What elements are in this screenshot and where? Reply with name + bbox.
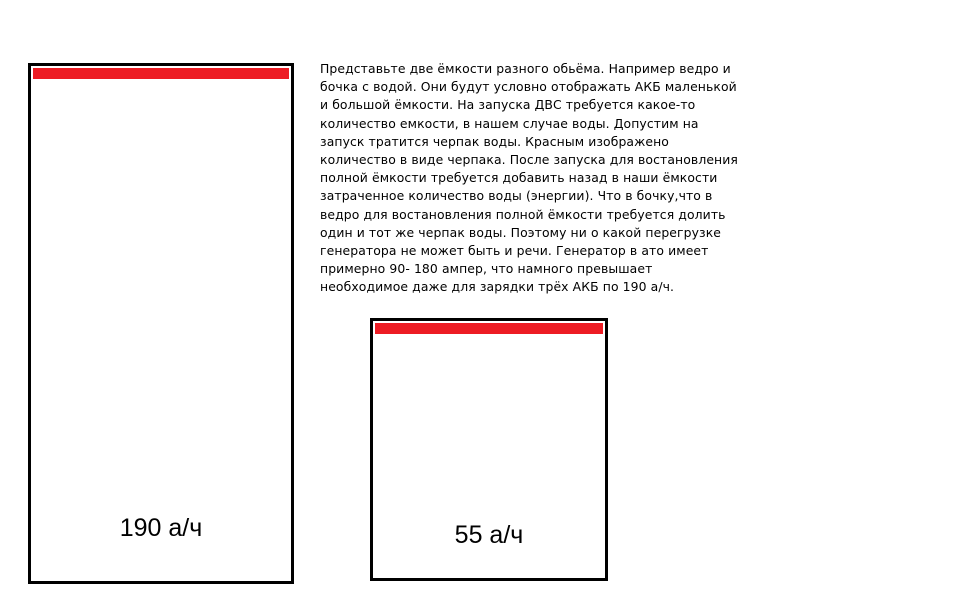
explanation-line: генератора не может быть и речи. Генератор в ато имеет bbox=[320, 243, 709, 259]
explanation-line: примерно 90- 180 ампер, что намного превышает bbox=[320, 261, 653, 277]
large-container-capacity-label: 190 а/ч bbox=[119, 514, 203, 542]
explanation-line: Представьте две ёмкости разного обьёма. Например ведро и bbox=[320, 61, 731, 76]
large-battery-container bbox=[28, 63, 294, 584]
explanation-line: ведро для востановления полной ёмкости требуется долить bbox=[320, 206, 726, 222]
explanation-text bbox=[320, 60, 760, 297]
small-container-capacity-label: 55 а/ч bbox=[454, 521, 524, 549]
explanation-line: один и тот же черпак воды. Поэтому ни о какой перегрузке bbox=[320, 224, 722, 240]
small-battery-container bbox=[370, 318, 608, 581]
explanation-line: необходимое даже для зарядки трёх АКБ по 190 а/ч. bbox=[320, 279, 675, 295]
large-container-scoop-band bbox=[33, 68, 289, 79]
small-container-scoop-band bbox=[375, 323, 603, 334]
explanation-line: полной ёмкости требуется добавить назад в наши ёмкости bbox=[320, 170, 718, 186]
explanation-line: бочка с водой. Они будут условно отображать АКБ маленькой bbox=[320, 79, 737, 95]
explanation-line: и большой ёмкости. На запуска ДВС требуется какое-то bbox=[320, 97, 696, 113]
explanation-line: количество емкости, в нашем случае воды. Допустим на bbox=[320, 115, 699, 131]
explanation-line: запуск тратится черпак воды. Красным изображено bbox=[320, 133, 669, 149]
explanation-line: затраченное количество воды (энергии). Что в бочку,что в bbox=[320, 188, 713, 204]
explanation-line: количество в виде черпака. После запуска для востановления bbox=[320, 152, 738, 168]
